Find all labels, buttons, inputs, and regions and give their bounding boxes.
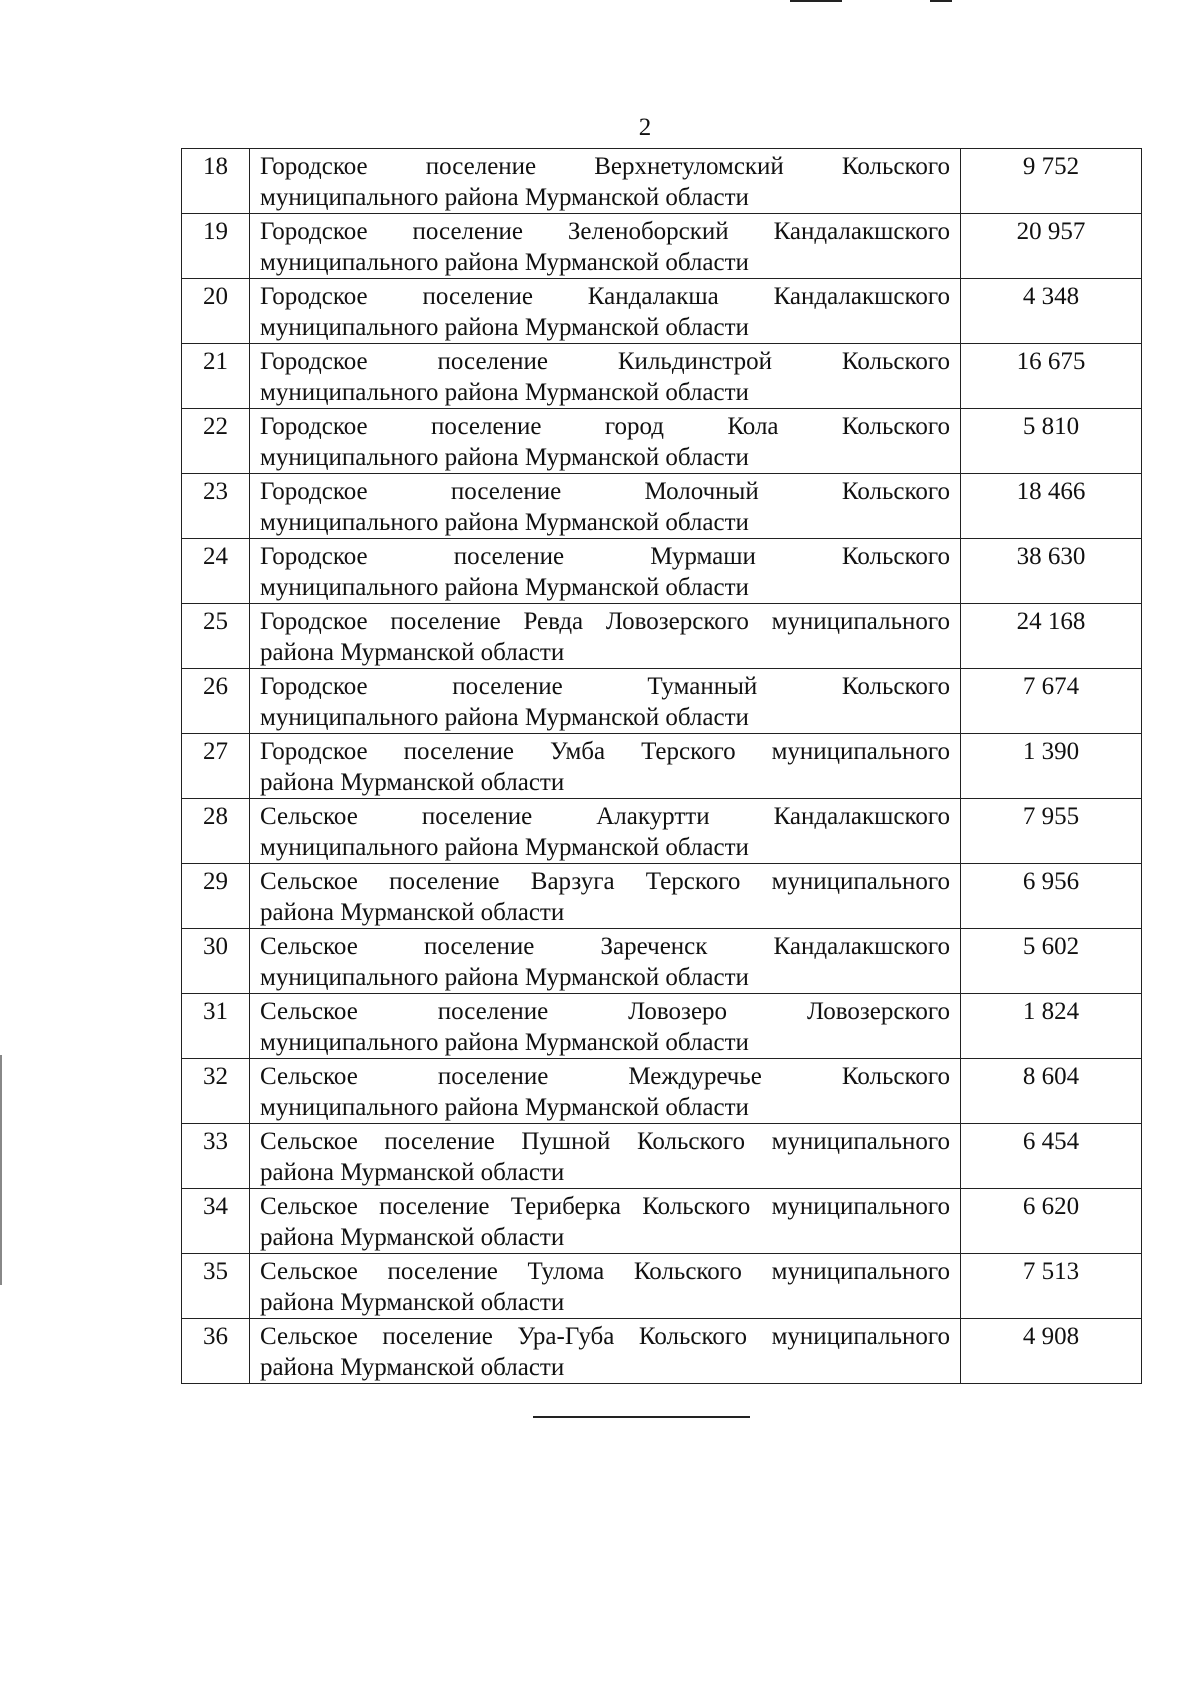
settlement-value: 1 390 [961, 734, 1142, 799]
settlement-value: 5 810 [961, 409, 1142, 474]
row-number: 20 [182, 279, 250, 344]
end-of-document-rule [533, 1416, 750, 1418]
row-number: 24 [182, 539, 250, 604]
settlement-name-line1: Городское поселение Кандалакша Кандалакшского [260, 283, 950, 310]
settlement-value: 38 630 [961, 539, 1142, 604]
settlement-name [250, 474, 961, 539]
row-number: 18 [182, 149, 250, 214]
settlement-name-line2: муниципального района Мурманской области [260, 834, 749, 861]
settlement-value: 7 955 [961, 799, 1142, 864]
settlement-value: 18 466 [961, 474, 1142, 539]
settlement-name-line1: Сельское поселение Зареченск Кандалакшского [260, 933, 950, 960]
table-row [182, 734, 1142, 799]
table-row [182, 1254, 1142, 1319]
table-row [182, 669, 1142, 734]
settlement-name [250, 1189, 961, 1254]
settlement-name [250, 1059, 961, 1124]
row-number: 22 [182, 409, 250, 474]
top-edge-mark-left [790, 0, 842, 2]
settlement-name-line1: Городское поселение Молочный Кольского [260, 478, 950, 505]
row-number: 35 [182, 1254, 250, 1319]
row-number: 27 [182, 734, 250, 799]
settlement-name-line2: района Мурманской области [260, 899, 565, 926]
table-row [182, 799, 1142, 864]
table-row [182, 994, 1142, 1059]
settlement-name-line1: Городское поселение Ревда Ловозерского муниципального [260, 608, 950, 635]
table-row [182, 1319, 1142, 1384]
settlement-name-line2: муниципального района Мурманской области [260, 379, 749, 406]
settlement-value: 24 168 [961, 604, 1142, 669]
row-number: 30 [182, 929, 250, 994]
settlement-name [250, 1124, 961, 1189]
row-number: 26 [182, 669, 250, 734]
settlement-value: 4 348 [961, 279, 1142, 344]
row-number: 19 [182, 214, 250, 279]
settlement-value: 6 454 [961, 1124, 1142, 1189]
settlement-name [250, 799, 961, 864]
settlement-name [250, 279, 961, 344]
row-number: 32 [182, 1059, 250, 1124]
settlement-name-line2: района Мурманской области [260, 639, 565, 666]
settlement-name-line1: Сельское поселение Тулома Кольского муниципального [260, 1258, 950, 1285]
settlement-value: 6 956 [961, 864, 1142, 929]
settlement-value: 5 602 [961, 929, 1142, 994]
table-body [182, 149, 1142, 1384]
settlement-name [250, 864, 961, 929]
settlement-value: 20 957 [961, 214, 1142, 279]
table-row [182, 1189, 1142, 1254]
settlement-name-line1: Сельское поселение Териберка Кольского муниципального [260, 1193, 950, 1220]
settlement-name-line1: Городское поселение город Кола Кольского [260, 413, 950, 440]
table-row [182, 474, 1142, 539]
settlement-name-line1: Городское поселение Умба Терского муниципального [260, 738, 950, 765]
settlement-name-line2: района Мурманской области [260, 1289, 565, 1316]
settlement-name-line2: муниципального района Мурманской области [260, 444, 749, 471]
settlement-name [250, 669, 961, 734]
row-number: 28 [182, 799, 250, 864]
settlement-value: 9 752 [961, 149, 1142, 214]
settlement-value: 1 824 [961, 994, 1142, 1059]
settlement-name-line2: муниципального района Мурманской области [260, 1094, 749, 1121]
settlement-value: 7 674 [961, 669, 1142, 734]
settlement-name [250, 214, 961, 279]
table-row [182, 539, 1142, 604]
settlement-name [250, 539, 961, 604]
row-number: 33 [182, 1124, 250, 1189]
settlement-value: 16 675 [961, 344, 1142, 409]
settlement-value: 4 908 [961, 1319, 1142, 1384]
table-row [182, 864, 1142, 929]
settlement-name [250, 409, 961, 474]
settlement-name-line2: района Мурманской области [260, 1224, 565, 1251]
settlement-value: 7 513 [961, 1254, 1142, 1319]
table-row [182, 1059, 1142, 1124]
row-number: 29 [182, 864, 250, 929]
settlement-value: 6 620 [961, 1189, 1142, 1254]
settlement-name [250, 734, 961, 799]
settlement-name-line2: муниципального района Мурманской области [260, 184, 749, 211]
settlement-name [250, 929, 961, 994]
row-number: 31 [182, 994, 250, 1059]
table-row [182, 214, 1142, 279]
settlement-name-line2: района Мурманской области [260, 1159, 565, 1186]
row-number: 34 [182, 1189, 250, 1254]
settlement-name-line2: муниципального района Мурманской области [260, 964, 749, 991]
settlement-name [250, 604, 961, 669]
settlement-name-line1: Сельское поселение Ура-Губа Кольского муниципального [260, 1323, 950, 1350]
settlement-name-line2: муниципального района Мурманской области [260, 314, 749, 341]
settlement-name-line2: района Мурманской области [260, 1354, 565, 1381]
row-number: 25 [182, 604, 250, 669]
top-edge-mark-right [930, 0, 952, 2]
settlement-name-line1: Сельское поселение Алакуртти Кандалакшского [260, 803, 950, 830]
settlement-name-line1: Городское поселение Туманный Кольского [260, 673, 950, 700]
settlement-name-line2: муниципального района Мурманской области [260, 1029, 749, 1056]
settlement-name-line1: Городское поселение Зеленоборский Кандалакшского [260, 218, 950, 245]
settlement-name-line1: Сельское поселение Междуречье Кольского [260, 1063, 950, 1090]
settlement-name [250, 344, 961, 409]
table-row [182, 929, 1142, 994]
settlement-name-line2: муниципального района Мурманской области [260, 574, 749, 601]
settlement-name-line1: Сельское поселение Варзуга Терского муниципального [260, 868, 950, 895]
page-number: 2 [638, 114, 652, 141]
row-number: 21 [182, 344, 250, 409]
settlement-name-line2: муниципального района Мурманской области [260, 509, 749, 536]
settlement-name-line1: Сельское поселение Пушной Кольского муниципального [260, 1128, 950, 1155]
table-row [182, 279, 1142, 344]
row-number: 36 [182, 1319, 250, 1384]
settlement-name [250, 149, 961, 214]
row-number: 23 [182, 474, 250, 539]
settlement-value: 8 604 [961, 1059, 1142, 1124]
table-row [182, 149, 1142, 214]
settlement-name [250, 994, 961, 1059]
table-row [182, 344, 1142, 409]
settlement-name [250, 1254, 961, 1319]
settlement-name-line2: района Мурманской области [260, 769, 565, 796]
scan-edge-artifact [0, 1055, 2, 1285]
settlement-name-line2: муниципального района Мурманской области [260, 249, 749, 276]
table-row [182, 409, 1142, 474]
settlement-name-line1: Городское поселение Верхнетуломский Кольского [260, 153, 950, 180]
table-row [182, 604, 1142, 669]
table-row [182, 1124, 1142, 1189]
settlement-name-line1: Городское поселение Мурмаши Кольского [260, 543, 950, 570]
settlements-table [181, 148, 1142, 1384]
settlement-name-line1: Городское поселение Кильдинстрой Кольского [260, 348, 950, 375]
settlement-name-line1: Сельское поселение Ловозеро Ловозерского [260, 998, 950, 1025]
settlement-name [250, 1319, 961, 1384]
settlement-name-line2: муниципального района Мурманской области [260, 704, 749, 731]
